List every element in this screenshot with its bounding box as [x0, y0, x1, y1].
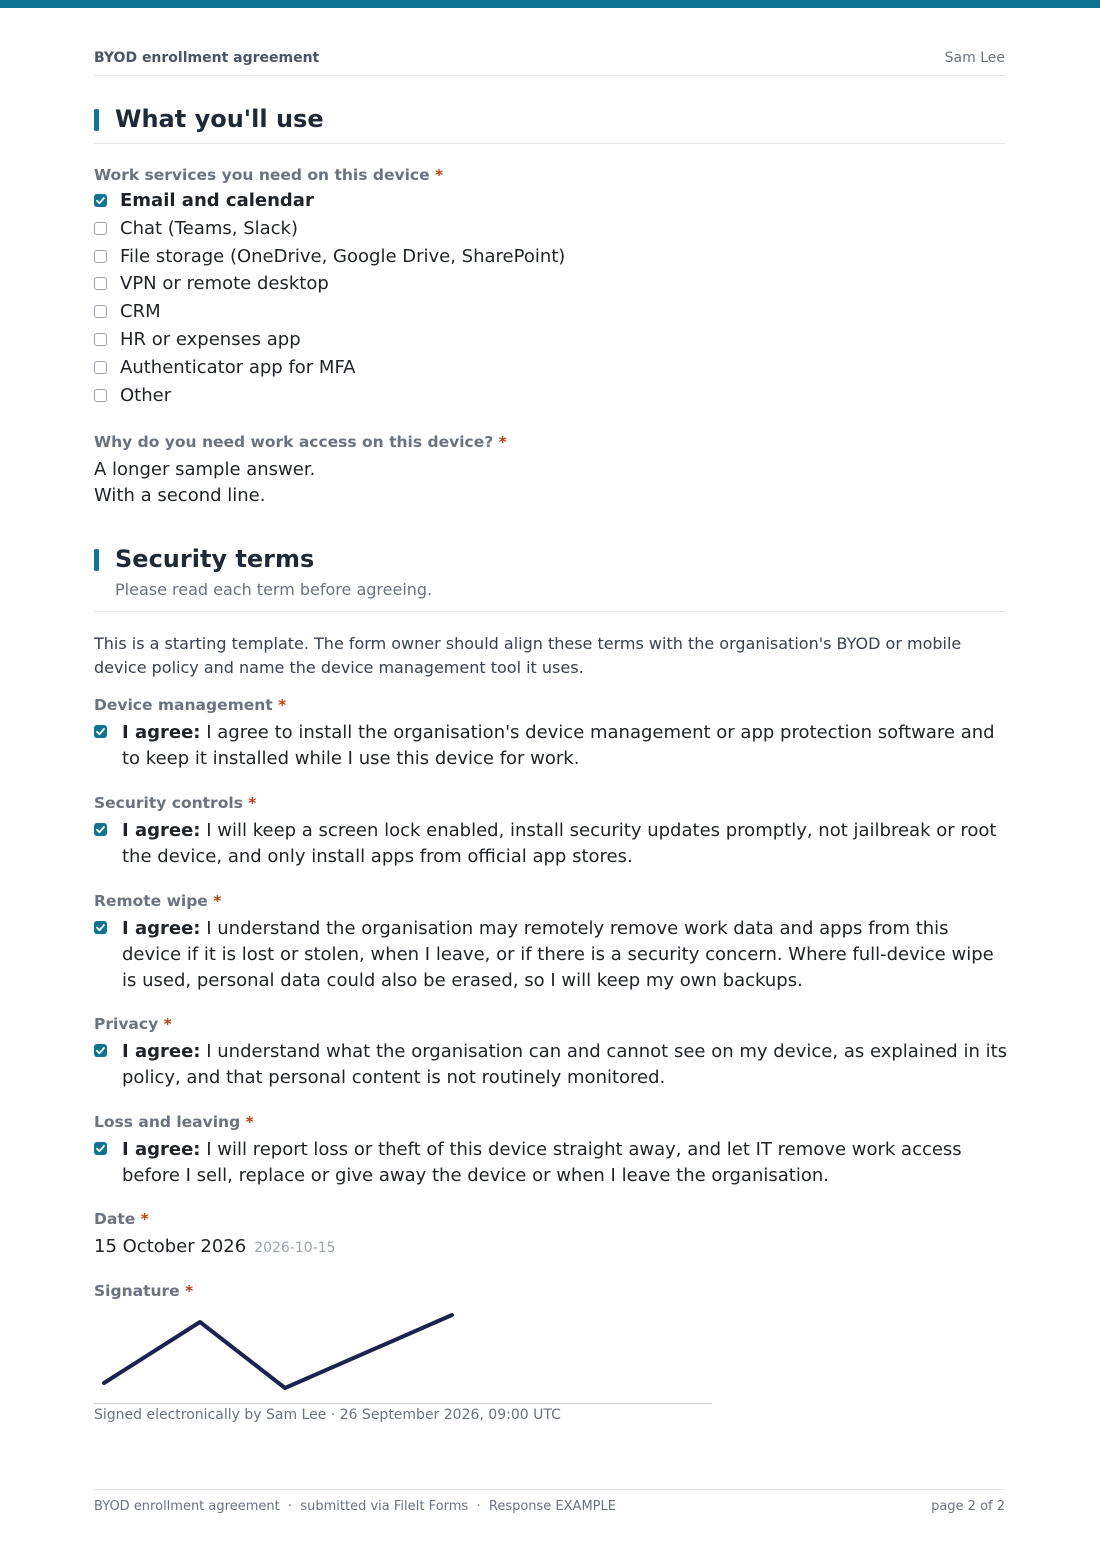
- page-header: [94, 48, 1005, 76]
- agree-prefix: I agree:: [122, 918, 201, 939]
- section-marker: [94, 549, 99, 571]
- reason-answer-line-1: A longer sample answer.: [94, 459, 316, 480]
- security-template-note: This is a starting template. The form owner should align these terms with the organisation's BYOD or mobile device policy and name the device management tool it uses.: [94, 634, 962, 677]
- footer-info: BYOD enrollment agreement · submitted via FileIt Forms · Response EXAMPLE: [94, 1499, 616, 1514]
- term-label: Privacy *: [94, 1015, 172, 1033]
- date-value: 15 October 2026 2026-10-15: [94, 1236, 336, 1257]
- required-marker: *: [140, 1210, 149, 1228]
- checkbox-checked-icon: [94, 1142, 107, 1155]
- required-marker: *: [185, 1282, 194, 1300]
- required-marker: *: [498, 433, 507, 451]
- checkbox-checked-icon: [94, 194, 107, 207]
- term-text: I agree: I will report loss or theft of this device straight away, and let IT remove work access before I sell, replace or give away the device or when I leave the organisation.: [122, 1139, 962, 1186]
- required-marker: *: [163, 1015, 172, 1033]
- checkbox-checked-icon: [94, 823, 107, 836]
- checkbox-checked-icon: [94, 921, 107, 934]
- section-marker: [94, 109, 99, 131]
- term-text: I agree: I will keep a screen lock enabled, install security updates promptly, not jailbreak or root the device, and only install apps from official app stores.: [122, 820, 997, 867]
- agree-prefix: I agree:: [122, 820, 201, 841]
- term-label: Remote wipe *: [94, 892, 222, 910]
- service-option-label: CRM: [120, 301, 161, 323]
- service-option-label: File storage (OneDrive, Google Drive, SharePoint): [120, 245, 566, 267]
- term-text: I agree: I understand the organisation may remotely remove work data and apps from this device if it is lost or stolen, when I leave, or if there is a security concern. Where full-device wipe is used, personal data could also be erased, so I will keep my own backups.: [122, 918, 994, 991]
- services-label: Work services you need on this device *: [94, 166, 444, 184]
- signature-caption: Signed electronically by Sam Lee · 26 September 2026, 09:00 UTC: [94, 1407, 561, 1423]
- agree-prefix: I agree:: [122, 1041, 201, 1062]
- checkbox-empty-icon: [94, 250, 107, 263]
- agree-prefix: I agree:: [122, 1139, 201, 1160]
- term-text: I agree: I agree to install the organisation's device management or app protection software and to keep it installed while I use this device for work.: [122, 722, 995, 769]
- reason-answer-line-2: With a second line.: [94, 485, 266, 506]
- service-option-label: Authenticator app for MFA: [120, 356, 356, 378]
- service-option-label: VPN or remote desktop: [120, 273, 329, 295]
- form-title: BYOD enrollment agreement: [94, 50, 320, 66]
- required-marker: *: [248, 794, 257, 812]
- top-accent-bar: [0, 0, 1100, 8]
- term-label: Device management *: [94, 696, 287, 714]
- signature-label: Signature *: [94, 1282, 194, 1300]
- required-marker: *: [435, 166, 444, 184]
- checkbox-empty-icon: [94, 277, 107, 290]
- service-option-label: Other: [120, 384, 172, 406]
- term-label: Security controls *: [94, 794, 257, 812]
- required-marker: *: [245, 1113, 254, 1131]
- signature-box: [94, 1305, 712, 1404]
- checkbox-checked-icon: [94, 1044, 107, 1057]
- checkbox-empty-icon: [94, 305, 107, 318]
- reason-label: Why do you need work access on this device? *: [94, 433, 507, 451]
- page-footer: [94, 1489, 1005, 1520]
- term-text: I agree: I understand what the organisation can and cannot see on my device, as explained in its policy, and that personal content is not routinely monitored.: [122, 1041, 1008, 1088]
- checkbox-checked-icon: [94, 725, 107, 738]
- date-iso-value: 2026-10-15: [254, 1240, 336, 1256]
- section-what-youll-use: [94, 105, 1005, 144]
- checkbox-empty-icon: [94, 389, 107, 402]
- checkbox-empty-icon: [94, 333, 107, 346]
- agree-prefix: I agree:: [122, 722, 201, 743]
- section-title: What you'll use: [115, 105, 324, 133]
- required-marker: *: [213, 892, 222, 910]
- section-title: Security terms: [115, 545, 315, 573]
- service-option-label: Email and calendar: [120, 190, 314, 211]
- service-option-label: Chat (Teams, Slack): [120, 217, 299, 239]
- page-number: page 2 of 2: [931, 1499, 1005, 1514]
- signature-drawing: [94, 1305, 712, 1403]
- term-label: Loss and leaving *: [94, 1113, 254, 1131]
- respondent-name: Sam Lee: [944, 50, 1005, 66]
- section-security-terms: [94, 545, 1005, 612]
- section-subtitle: Please read each term before agreeing.: [115, 580, 433, 599]
- checkbox-empty-icon: [94, 361, 107, 374]
- checkbox-empty-icon: [94, 222, 107, 235]
- date-label: Date *: [94, 1210, 149, 1228]
- service-option-label: HR or expenses app: [120, 329, 301, 350]
- required-marker: *: [278, 696, 287, 714]
